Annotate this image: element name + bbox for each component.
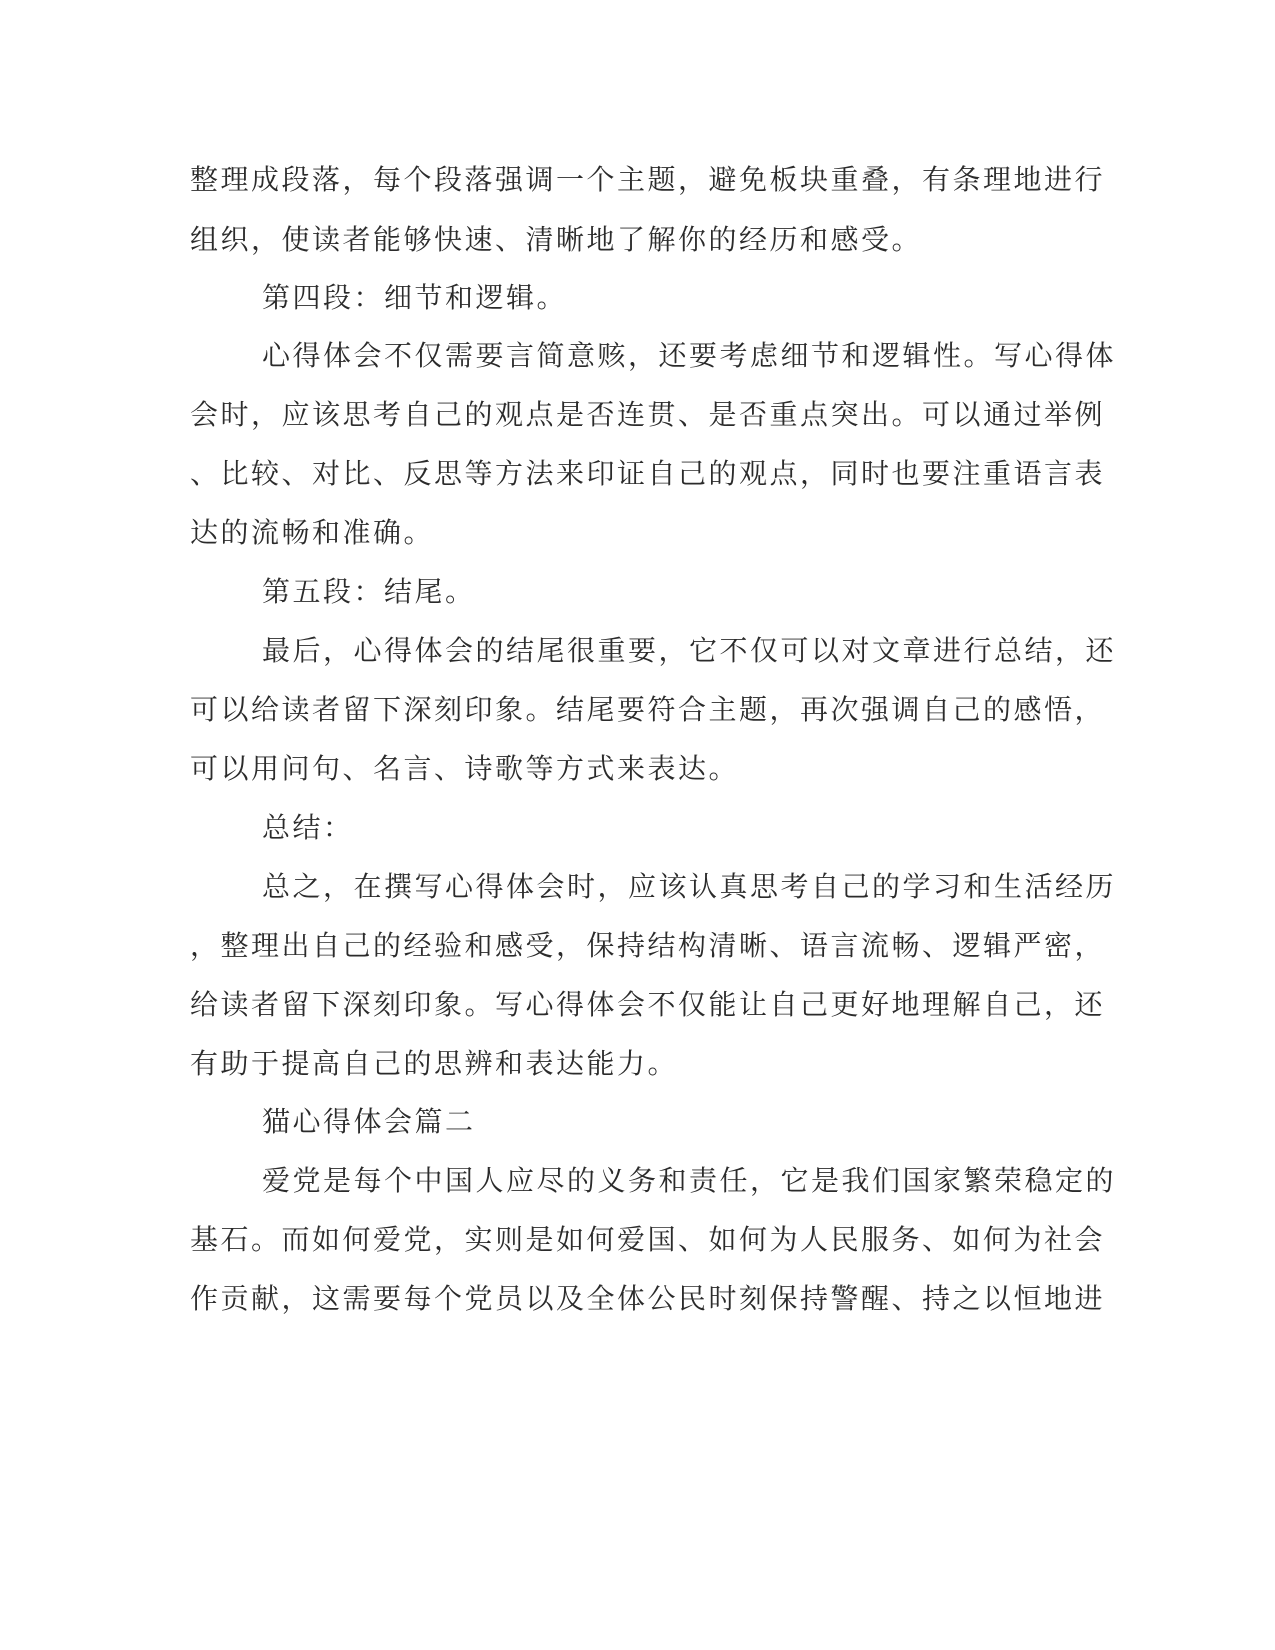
body-text-line: 达的流畅和准确。 [190, 516, 435, 549]
body-text-line: ，整理出自己的经验和感受，保持结构清晰、语言流畅、逻辑严密， [190, 929, 1106, 962]
body-text-line: 作贡献，这需要每个党员以及全体公民时刻保持警醒、持之以恒地进 [190, 1282, 1106, 1315]
body-text-line: 给读者留下深刻印象。写心得体会不仅能让自己更好地理解自己，还 [190, 988, 1106, 1021]
body-text-line: 基石。而如何爱党，实则是如何爱国、如何为人民服务、如何为社会 [190, 1223, 1106, 1256]
section-heading: 第四段：细节和逻辑。 [262, 281, 568, 314]
body-text-line: 最后，心得体会的结尾很重要，它不仅可以对文章进行总结，还 [262, 634, 1117, 667]
body-text-line: 会时，应该思考自己的观点是否连贯、是否重点突出。可以通过举例 [190, 398, 1106, 431]
body-text-line: 组织，使读者能够快速、清晰地了解你的经历和感受。 [190, 223, 923, 256]
section-heading: 总结： [262, 811, 354, 844]
body-text-line: 可以给读者留下深刻印象。结尾要符合主题，再次强调自己的感悟， [190, 693, 1106, 726]
body-text-line: 整理成段落，每个段落强调一个主题，避免板块重叠，有条理地进行 [190, 163, 1106, 196]
section-heading: 第五段：结尾。 [262, 575, 476, 608]
body-text-line: 总之，在撰写心得体会时，应该认真思考自己的学习和生活经历 [262, 870, 1117, 903]
body-text-line: 、比较、对比、反思等方法来印证自己的观点，同时也要注重语言表 [190, 457, 1106, 490]
body-text-line: 可以用问句、名言、诗歌等方式来表达。 [190, 752, 740, 785]
body-text-line: 心得体会不仅需要言简意赅，还要考虑细节和逻辑性。写心得体 [262, 339, 1117, 372]
body-text-line: 有助于提高自己的思辨和表达能力。 [190, 1047, 679, 1080]
body-text-line: 爱党是每个中国人应尽的义务和责任，它是我们国家繁荣稳定的 [262, 1164, 1117, 1197]
article-title: 猫心得体会篇二 [262, 1105, 476, 1138]
